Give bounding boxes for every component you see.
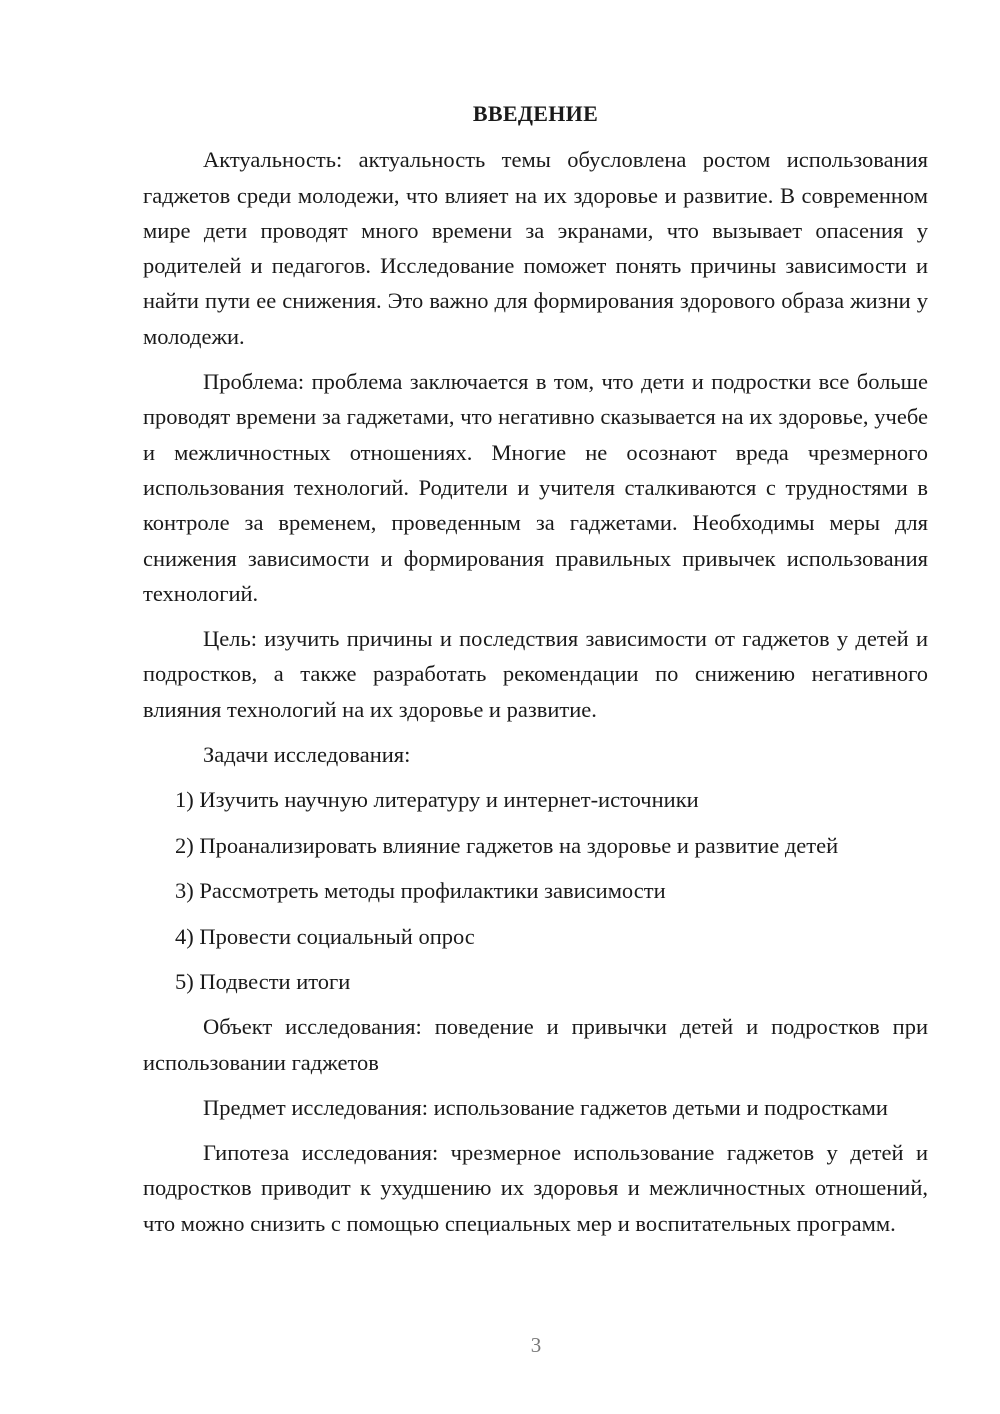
task-item-1: 1) Изучить научную литературу и интернет-источники: [175, 787, 699, 813]
tasks-heading: Задачи исследования:: [203, 742, 411, 768]
section-title: ВВЕДЕНИЕ: [472, 101, 599, 126]
task-item-2: 2) Проанализировать влияние гаджетов на здоровье и развитие детей: [175, 832, 839, 858]
task-item-4: 4) Провести социальный опрос: [175, 923, 475, 949]
goal-paragraph: Цель: изучить причины и последствия зависимости от гаджетов у детей и подростков, а также разработать рекомендации по снижению негативного влияния технологий на их здоровье и развитие.: [143, 626, 928, 722]
object-paragraph: Объект исследования: поведение и привычки детей и подростков при использовании гаджетов: [143, 1014, 928, 1075]
hypothesis-paragraph: Гипотеза исследования: чрезмерное использование гаджетов у детей и подростков приводит к ухудшению их здоровья и межличностных отношений, что можно снизить с помощью специальных мер и воспитательных программ.: [143, 1140, 928, 1236]
page-content: [143, 96, 928, 1251]
problem-paragraph: Проблема: проблема заключается в том, что дети и подростки все больше проводят времени за гаджетами, что негативно сказывается на их здоровье, учебе и межличностных отношениях. Многие не осознают вреда чрезмерного использования технологий. Родители и учителя сталкиваются с трудностями в контроле за временем, проведенным за гаджетами. Необходимы меры для снижения зависимости и формирования правильных привычек использования технологий.: [143, 369, 928, 606]
subject-paragraph: Предмет исследования: использование гаджетов детьми и подростками: [203, 1094, 888, 1120]
task-item-5: 5) Подвести итоги: [175, 968, 351, 994]
tasks-list: [143, 782, 928, 999]
relevance-paragraph: Актуальность: актуальность темы обусловлена ростом использования гаджетов среди молодежи, что влияет на их здоровье и развитие. В современном мире дети проводят много времени за экранами, что вызывает опасения у родителей и педагогов. Исследование поможет понять причины зависимости и найти пути ее снижения. Это важно для формирования здорового образа жизни у молодежи.: [143, 147, 928, 349]
task-item-3: 3) Рассмотреть методы профилактики зависимости: [175, 878, 666, 904]
page-number: 3: [530, 1333, 542, 1357]
